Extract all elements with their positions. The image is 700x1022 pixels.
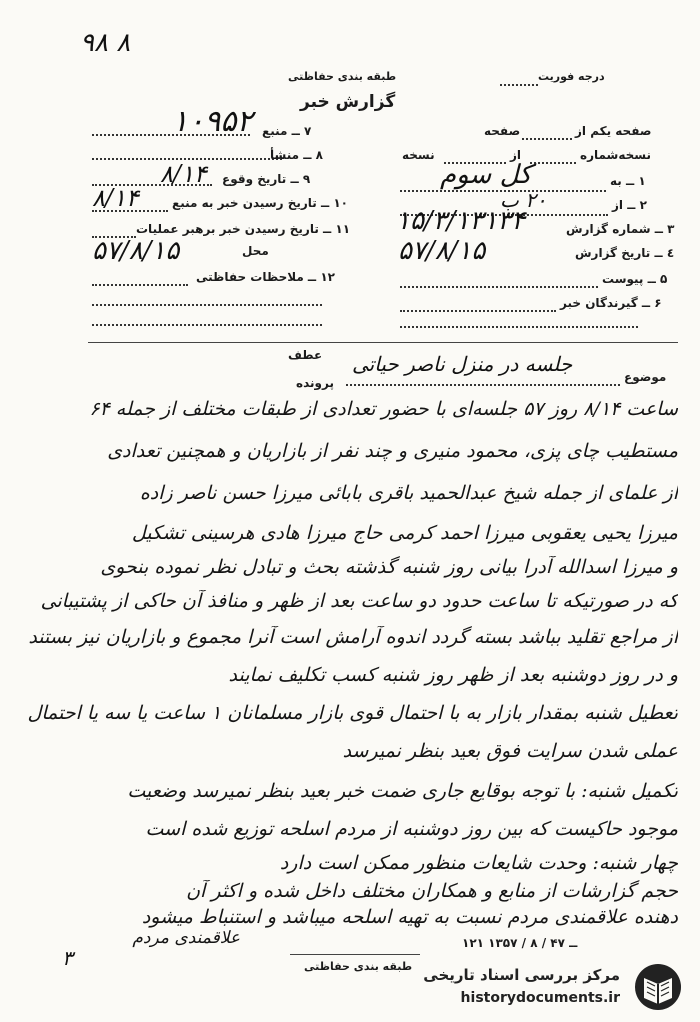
atf-label: عطف [288,348,323,362]
copy-suffix: نسخه [402,148,435,162]
source-value: ۱۰۹۵۲ [172,104,253,139]
page-suffix: صفحه [484,124,521,138]
attach-dots [400,286,598,288]
body-line: عملی شدن سرایت فوق بعید بنظر نمیرسد [342,740,678,762]
body-line: از علمای از جمله شیخ عبدالحمید باقری بابائی میرزا حسن ناصر زاده [139,482,678,504]
to-value: کل سوم [440,160,532,190]
header-separator [88,342,678,343]
notes-dots-2 [92,304,322,306]
source-label: ۷ ــ منبع [262,124,312,138]
body-line: تعطیل شنبه بمقدار بازار به با احتمال قوی بازار مسلمانان ۱ ساعت یا سه یا احتمال [27,702,678,724]
from-value: ۲۰ ب [500,188,547,212]
body-line: از مراجع تقلید بباشد بسته گردد اندوه آرامش است آنرا مجموع و بازاریان نیز بستند [28,626,678,648]
received-date-label: ۱۰ ــ تاریخ رسیدن خبر به منبع [172,196,348,210]
receivers-label: ۶ ــ گیرندگان خبر [560,296,662,310]
top-scribble: ۹۸ ٨ [80,28,131,58]
body-line: چهار شنبه: وحدت شایعات منظور ممکن است دارد [279,852,678,874]
from-label: ۲ ــ از [612,198,647,212]
corner-mark: ۳ [62,946,73,970]
event-date-label: ۹ ــ تاریخ وقوع [222,172,311,186]
ops-date-label: ۱۱ ــ تاریخ رسیدن خبر برهبر عملیات [136,222,351,236]
body-line: موجود حاکیست که بین روز دوشنبه از مردم اسلحه توزیع شده است [145,818,678,840]
report-no-label: ۳ ــ شماره گزارش [566,222,675,236]
page-dots [522,138,572,140]
body-line: و میرزا اسدالله آدرا بیانی روز شنبه گذشته بحث و تبادل نظر نموده بنحوی [100,556,678,578]
body-line: علاقمندی مردم [132,928,240,948]
copy-label: نسخه‌شماره [580,148,651,162]
received-date-value: ۸/۱۴ [92,184,139,212]
body-line: ساعت ۸/۱۴ روز ۵۷ جلسه‌ای با حضور تعدادی از طبقات مختلف از جمله ۶۴ [89,398,678,420]
event-date-value: ۸/۱۴ [160,160,207,188]
body-line: و در روز دوشنبه بعد از ظهر روز شنبه کسب تکلیف نمایند [228,664,678,686]
origin-label: ۸ ــ منشأ [270,148,323,162]
watermark-title: مرکز بررسی اسناد تاریخی [423,966,620,984]
attach-label: ۵ ــ پیوست [602,272,668,286]
notes-label: ۱۲ ــ ملاحظات حفاظتی [196,270,335,284]
receivers-dots [400,310,556,312]
body-line: مستطیب چای پزی، محمود منیری و چند نفر از بازاریان و همچنین تعدادی [107,440,678,462]
bottom-classification: طبقه بندی حفاظتی [304,960,413,973]
subject-value: جلسه در منزل ناصر حیاتی [352,352,573,376]
footer-note-number: ۱۲۱ ــ ۴۷ / ۸ / ۱۳۵۷ [462,936,578,950]
report-no-value: ۱۵/۳/۱۳۱۳۴ [396,206,526,236]
body-line: حجم گزارشات از منابع و همکاران مختلف داخل شده و اکثر آن [186,880,678,902]
notes-dots [92,284,188,286]
to-label: ۱ ــ به [610,174,646,188]
notes-dots-3 [92,324,322,326]
parvande-label: پرونده [296,376,334,390]
body-line: تکمیل شنبه: با توجه بوقایع جاری ضمت خبر بعید بنظر نمیرسد وضعیت [127,780,678,802]
copy-dots [530,162,576,164]
report-date-label: ٤ ــ تاریخ گزارش [575,246,675,260]
subject-label: موضوع [624,370,667,384]
receivers-dots-2 [400,326,638,328]
location-label: محل [242,244,269,258]
report-title: گزارش خبر [300,92,396,112]
urgency-label: درجه فوریت [538,70,605,83]
footer-rule [290,954,420,955]
top-classification: طبقه بندی حفاظتی [288,70,397,83]
page-label: صفحه یکم از [575,124,652,138]
subject-dots [346,384,620,386]
urgency-dots [500,84,538,86]
body-line: میرزا یحیی یعقوبی میرزا احمد کرمی حاج میرزا هادی هرسینی تشکیل [131,522,678,544]
body-line: دهنده علاقمندی مردم نسبت به تهیه اسلحه میباشد و استنباط میشود [141,906,678,928]
body-line: که در صورتیکه تا ساعت حدود دو ساعت بعد از ظهر و منافذ آن حاکی از پشتیبانی [40,590,678,612]
watermark [410,960,690,1016]
copy-of: از [510,148,522,162]
report-date-value: ۵۷/۸/۱۵ [398,236,486,266]
location-value: ۵۷/۸/۱۵ [92,236,180,266]
watermark-url: historydocuments.ir [460,990,620,1006]
book-logo-icon [630,962,686,1012]
